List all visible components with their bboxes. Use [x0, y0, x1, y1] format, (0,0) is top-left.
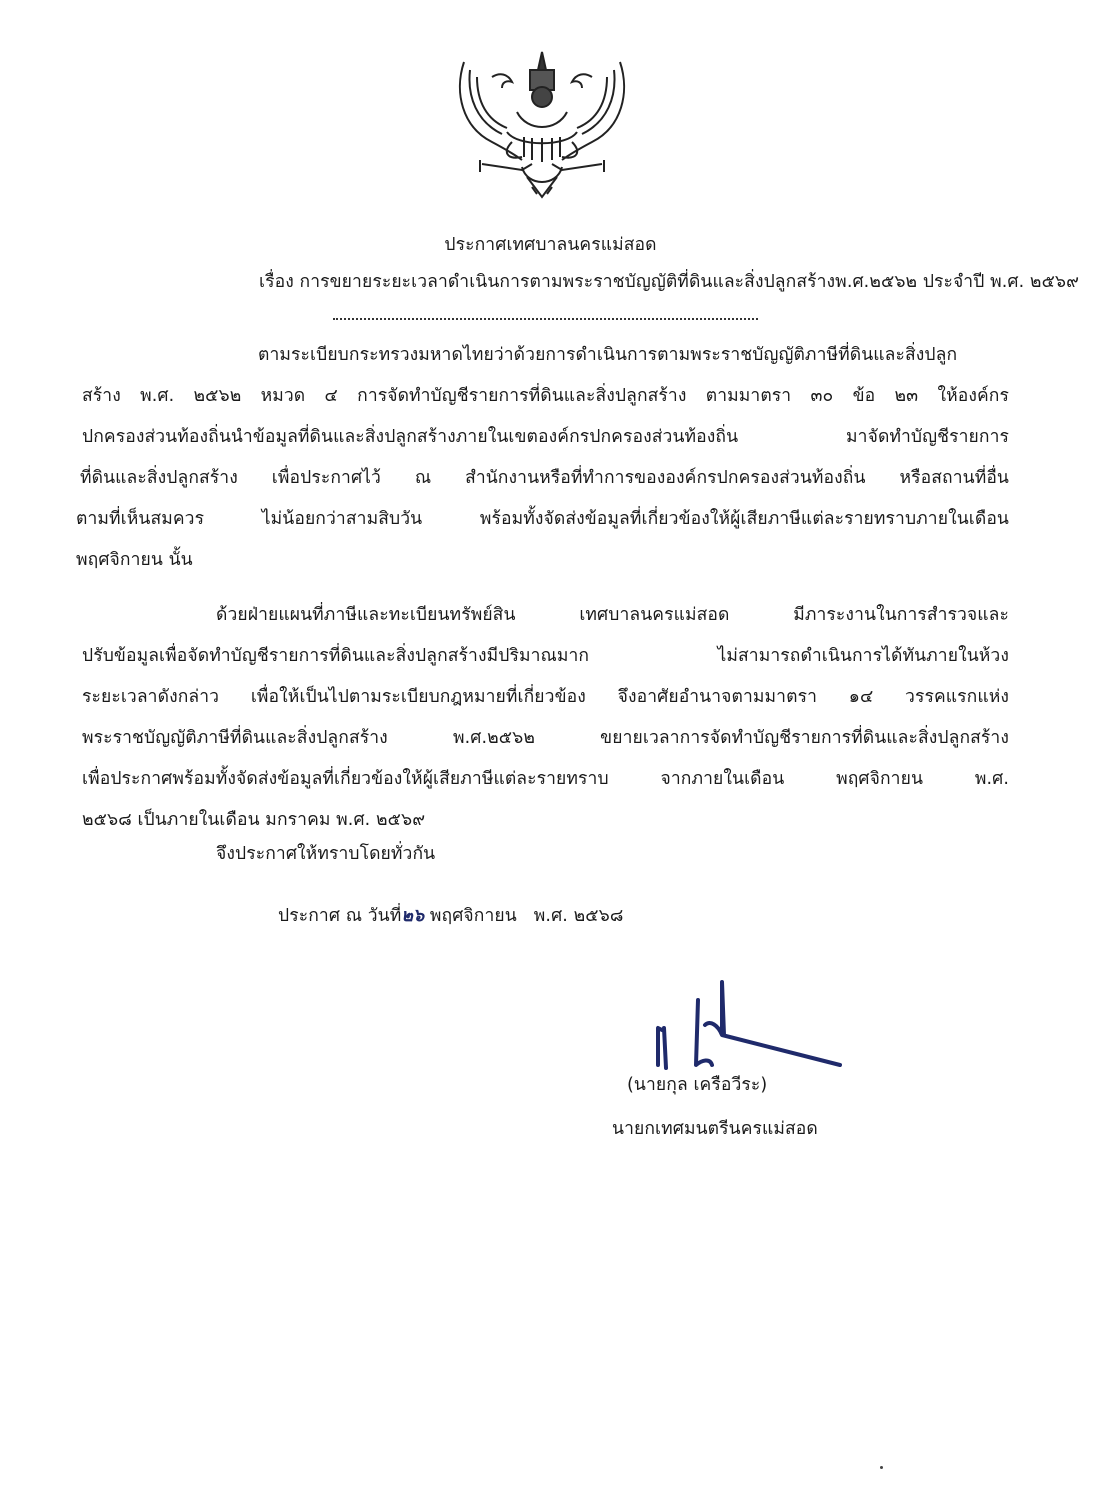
announcement-date [278, 904, 623, 928]
dotted-separator [333, 318, 758, 320]
paragraph-1-line: ตามที่เห็นสมควร ไม่น้อยกว่าสามสิบวัน พร้อมทั้งจัดส่งข้อมูลที่เกี่ยวข้องให้ผู้เสียภาษีแต่ละรายทราบภายในเดือน [76, 509, 1009, 529]
scan-speck [880, 1466, 883, 1469]
date-year: พ.ศ. ๒๕๖๘ [533, 906, 624, 926]
handwritten-day: ๒๖ [401, 906, 425, 926]
paragraph-2-line: ระยะเวลาดังกล่าว เพื่อให้เป็นไปตามระเบียบกฎหมายที่เกี่ยวข้อง จึงอาศัยอำนาจตามมาตรา ๑๔ วรรคแรกแห่ง [82, 687, 1009, 707]
paragraph-1-line: พฤศจิกายน นั้น [76, 550, 193, 570]
signature-icon [650, 980, 870, 1070]
paragraph-1-line: ที่ดินและสิ่งปลูกสร้าง เพื่อประกาศไว้ ณ สำนักงานหรือที่ทำการขององค์กรปกครองส่วนท้องถิ่น หรือสถานที่อื่น [80, 468, 1009, 488]
signer-position: นายกเทศมนตรีนครแม่สอด [612, 1119, 818, 1139]
closing-statement: จึงประกาศให้ทราบโดยทั่วกัน [216, 844, 436, 864]
paragraph-2-line: ด้วยฝ่ายแผนที่ภาษีและทะเบียนทรัพย์สิน เทศบาลนครแม่สอด มีภาระงานในการสำรวจและ [216, 605, 1009, 625]
paragraph-2-line: เพื่อประกาศพร้อมทั้งจัดส่งข้อมูลที่เกี่ยวข้องให้ผู้เสียภาษีแต่ละรายทราบ จากภายในเดือน พฤศจิกายน พ.ศ. [82, 769, 1009, 789]
paragraph-1-line: สร้าง พ.ศ. ๒๕๖๒ หมวด ๔ การจัดทำบัญชีรายการที่ดินและสิ่งปลูกสร้าง ตามมาตรา ๓๐ ข้อ ๒๓ ให้องค์กร [82, 386, 1009, 406]
announcement-subject: เรื่อง การขยายระยะเวลาดำเนินการตามพระราชบัญญัติที่ดินและสิ่งปลูกสร้างพ.ศ.๒๕๖๒ ประจำปี พ.ศ. ๒๕๖๙ [259, 272, 1080, 292]
announcement-title: ประกาศเทศบาลนครแม่สอด [444, 235, 657, 255]
paragraph-1-line: ตามระเบียบกระทรวงมหาดไทยว่าด้วยการดำเนินการตามพระราชบัญญัติภาษีที่ดินและสิ่งปลูก [258, 345, 958, 365]
paragraph-2-line: ๒๕๖๘ เป็นภายในเดือน มกราคม พ.ศ. ๒๕๖๙ [82, 810, 426, 830]
date-prefix: ประกาศ ณ วันที่ [278, 906, 402, 926]
garuda-emblem-icon [452, 42, 632, 200]
paragraph-2-line: ปรับข้อมูลเพื่อจัดทำบัญชีรายการที่ดินและสิ่งปลูกสร้างมีปริมาณมาก ไม่สามารถดำเนินการได้ทันภายในห้วง [82, 646, 1009, 666]
signer-name: (นายกุล เครือวีระ) [627, 1075, 768, 1095]
paragraph-1-line: ปกครองส่วนท้องถิ่นนำข้อมูลที่ดินและสิ่งปลูกสร้างภายในเขตองค์กรปกครองส่วนท้องถิ่น มาจัดทำบัญชีรายการ [82, 427, 1009, 447]
paragraph-2-line: พระราชบัญญัติภาษีที่ดินและสิ่งปลูกสร้าง พ.ศ.๒๕๖๒ ขยายเวลาการจัดทำบัญชีรายการที่ดินและสิ่งปลูกสร้าง [82, 728, 1009, 748]
date-month: พฤศจิกายน [429, 906, 517, 926]
